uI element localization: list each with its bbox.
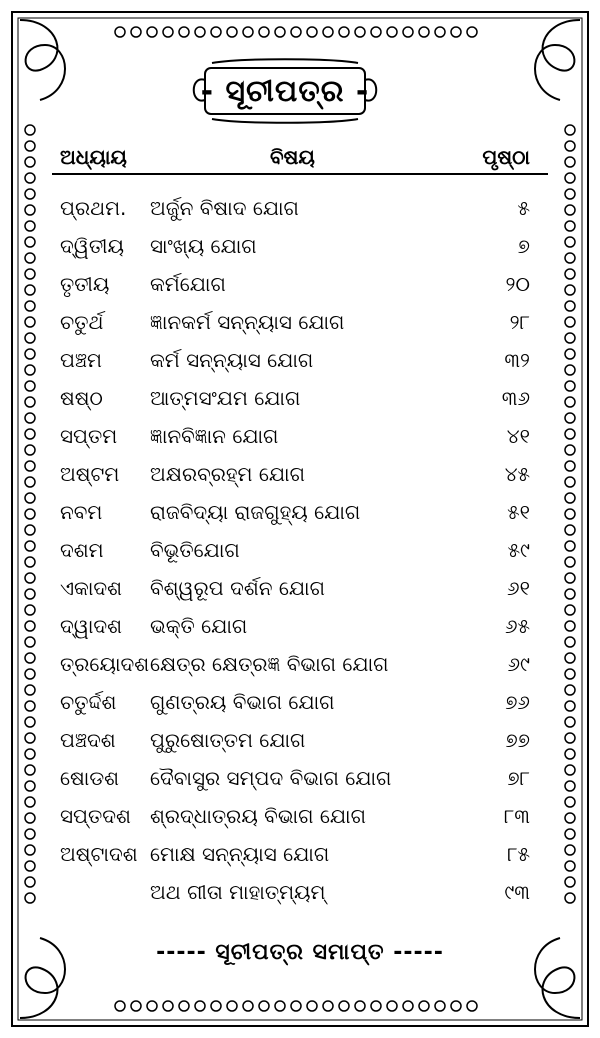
toc-chapter: ଚତୁର୍ଥ — [60, 310, 104, 334]
toc-subject: ଜ୍ଞାନକର୍ମ ସନ୍ନ୍ୟାସ ଯୋଗ — [150, 310, 345, 334]
toc-row — [0, 456, 600, 494]
toc-row — [0, 228, 600, 266]
toc-row — [0, 494, 600, 532]
toc-row — [0, 418, 600, 456]
toc-chapter: ଦଶମ — [60, 538, 104, 562]
toc-page-number: ୫୧ — [507, 500, 530, 524]
toc-subject: ପୁରୁଷୋତ୍ତମ ଯୋଗ — [150, 728, 306, 752]
toc-row — [0, 760, 600, 798]
toc-page-number: ୮୫ — [507, 842, 530, 866]
toc-subject: ଗୁଣତ୍ରୟ ବିଭାଗ ଯୋଗ — [150, 690, 335, 714]
toc-page-number: ୫୯ — [507, 538, 530, 562]
toc-subject: କର୍ମଯୋଗ — [150, 272, 226, 296]
toc-row — [0, 836, 600, 874]
toc-page-number: ୨୮ — [509, 310, 530, 334]
toc-chapter: ଅଷ୍ଟାଦଶ — [60, 842, 138, 866]
toc-chapter: ଦ୍ୱାଦଶ — [60, 614, 123, 638]
header-chapter: ଅଧ୍ୟାୟ — [60, 145, 127, 169]
header-subject: ବିଷୟ — [270, 145, 315, 169]
toc-page-number: ୭୭ — [505, 728, 530, 752]
header-divider — [52, 173, 548, 175]
toc-page-number: ୩୬ — [501, 386, 530, 410]
toc-subject: ରାଜବିଦ୍ୟା ରାଜଗୁହ୍ୟ ଯୋଗ — [150, 500, 361, 524]
toc-page-number: ୯୩ — [504, 880, 530, 904]
toc-row — [0, 874, 600, 912]
toc-page-number: ୨୦ — [505, 272, 530, 296]
toc-chapter: ସପ୍ତଦଶ — [60, 804, 131, 828]
toc-chapter: ପ୍ରଥମ. — [60, 196, 127, 220]
toc-chapter: ସପ୍ତମ — [60, 424, 118, 448]
toc-row — [0, 266, 600, 304]
toc-chapter: ପଞ୍ଚମ — [60, 348, 102, 372]
toc-chapter: ଦ୍ୱିତୀୟ — [60, 234, 124, 258]
toc-chapter: ନବମ — [60, 500, 103, 524]
toc-subject: ଶ୍ରଦ୍ଧାତ୍ରୟ ବିଭାଗ ଯୋଗ — [150, 804, 366, 828]
toc-chapter: ଚତୁର୍ଦ୍ଦଶ — [60, 690, 117, 714]
toc-subject: ଜ୍ଞାନବିଜ୍ଞାନ ଯୋଗ — [150, 424, 279, 448]
toc-subject: ଅର୍ଜୁନ ବିଷାଦ ଯୋଗ — [150, 196, 299, 220]
toc-chapter: ତ୍ରୟୋଦଶ — [60, 652, 150, 676]
toc-subject: ଭକ୍ତି ଯୋଗ — [150, 614, 248, 638]
toc-subject: ସାଂଖ୍ୟ ଯୋଗ — [150, 234, 257, 258]
corner-flourish-top-right — [535, 20, 580, 100]
bottom-chain-ornament — [115, 1001, 477, 1011]
top-chain-ornament — [115, 27, 477, 37]
toc-chapter: ଅଷ୍ଟମ — [60, 462, 120, 486]
toc-subject: ଅଥ ଗୀତା ମାହାତ୍ମ୍ୟମ୍ — [150, 880, 326, 904]
toc-page-number: ୮୩ — [503, 804, 530, 828]
toc-subject: ମୋକ୍ଷ ସନ୍ନ୍ୟାସ ଯୋଗ — [150, 842, 330, 866]
footer-end-note: ----- ସୂଚୀପତ୍ର ସମାପ୍ତ ----- — [156, 940, 444, 965]
toc-subject: ବିଭୂତିଯୋଗ — [150, 538, 240, 562]
toc-row — [0, 608, 600, 646]
toc-row — [0, 798, 600, 836]
toc-row — [0, 532, 600, 570]
page-title: - ସୂଚୀପତ୍ର - — [200, 73, 370, 109]
toc-subject: ଦୈବାସୁର ସମ୍ପଦ ବିଭାଗ ଯୋଗ — [150, 766, 392, 790]
toc-row — [0, 646, 600, 684]
toc-page-number: ୭ — [517, 234, 530, 258]
toc-subject: କର୍ମ ସନ୍ନ୍ୟାସ ଯୋଗ — [150, 348, 314, 372]
toc-page-number: ୪୫ — [504, 462, 530, 486]
toc-subject: କ୍ଷେତ୍ର କ୍ଷେତ୍ରଜ୍ଞ ବିଭାଗ ଯୋଗ — [150, 652, 389, 676]
toc-page-number: ୬୧ — [507, 576, 530, 600]
toc-subject: ଆତ୍ମସଂଯମ ଯୋଗ — [150, 386, 301, 410]
toc-chapter: ଏକାଦଶ — [60, 576, 123, 600]
toc-chapter: ଷଷ୍ଠ — [60, 386, 103, 410]
toc-chapter: ଷୋଡଶ — [60, 766, 120, 790]
toc-chapter: ତୃତୀୟ — [60, 272, 110, 296]
toc-chapter: ପଞ୍ଚଦଶ — [60, 728, 116, 752]
toc-page-number: ୬୯ — [507, 652, 530, 676]
toc-page-number: ୩୨ — [504, 348, 530, 372]
toc-page-number: ୭୬ — [505, 690, 530, 714]
toc-row — [0, 190, 600, 228]
toc-page-number: ୪୧ — [506, 424, 530, 448]
toc-row — [0, 380, 600, 418]
toc-row — [0, 722, 600, 760]
toc-page-number: ୭୮ — [507, 766, 530, 790]
toc-page-number: ୫ — [517, 196, 530, 220]
header-page: ପୃଷ୍ଠା — [482, 145, 530, 169]
toc-subject: ଅକ୍ଷରବ୍ରହ୍ମ ଯୋଗ — [150, 462, 305, 486]
toc-subject: ବିଶ୍ୱରୂପ ଦର୍ଶନ ଯୋଗ — [150, 576, 325, 600]
toc-row — [0, 684, 600, 722]
toc-row — [0, 304, 600, 342]
toc-row — [0, 570, 600, 608]
toc-page-number: ୬୫ — [504, 614, 530, 638]
toc-row — [0, 342, 600, 380]
corner-flourish-top-left — [20, 20, 65, 100]
